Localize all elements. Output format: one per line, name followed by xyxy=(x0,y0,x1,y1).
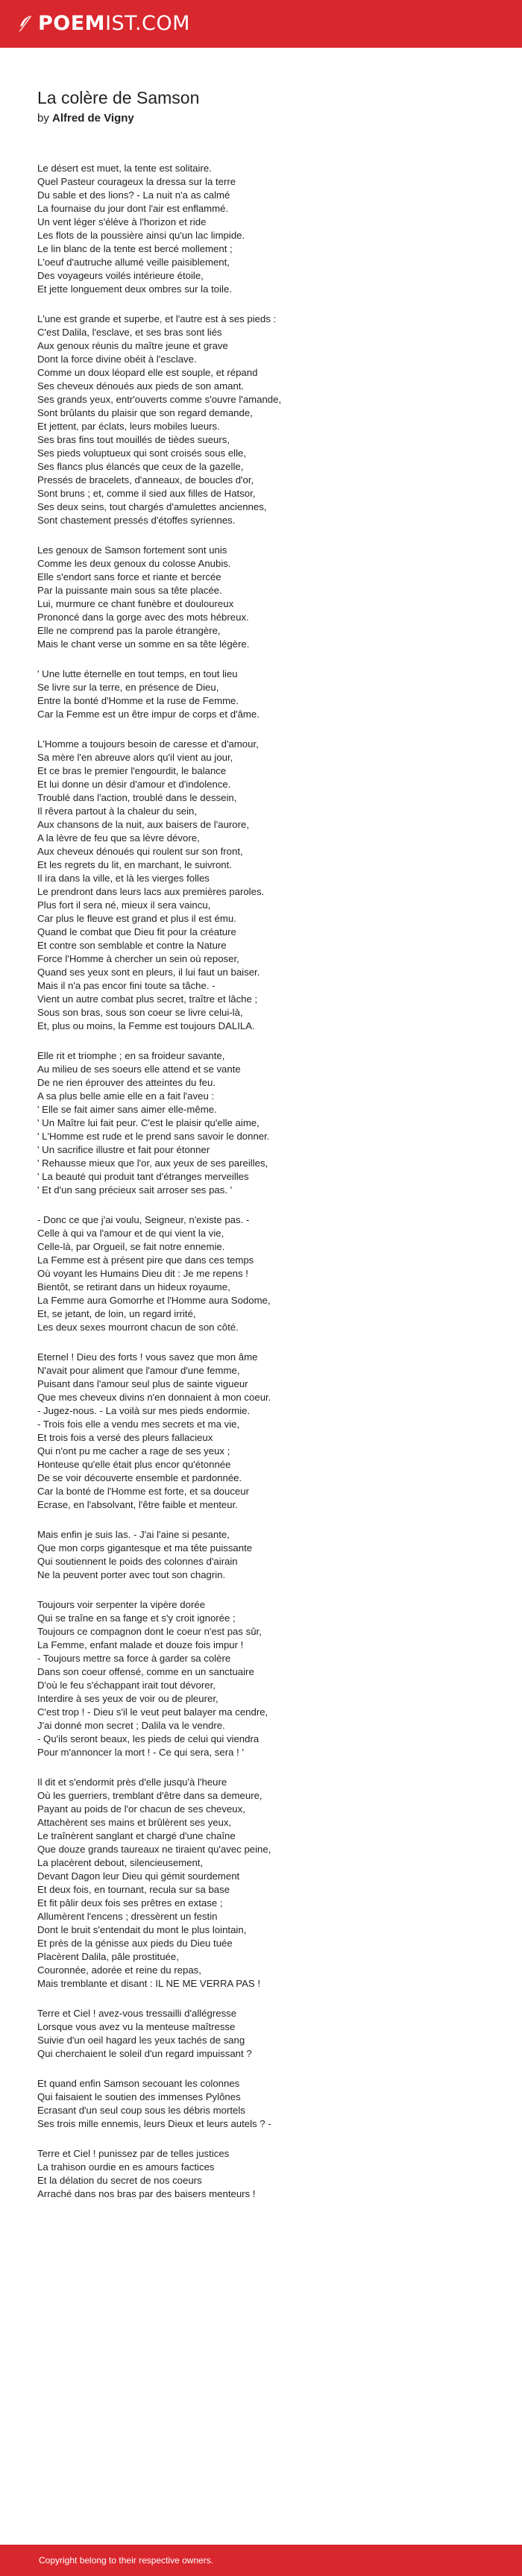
poem-line: Comme un doux léopard elle est souple, et répand xyxy=(37,367,258,378)
poem-line: Et, se jetant, de loin, un regard irrité, xyxy=(37,1308,196,1319)
poem-line: ' Rehausse mieux que l'or, aux yeux de ses pareilles, xyxy=(37,1157,268,1169)
poem-line: Qui se traîne en sa fange et s'y croit ignorée ; xyxy=(37,1612,236,1624)
by-label: by xyxy=(37,112,49,125)
poem-line: Plus fort il sera né, mieux il sera vaincu, xyxy=(37,899,211,911)
poem-line: Ecrasant d'un seul coup sous les débris mortels xyxy=(37,2105,245,2116)
poem-line: Du sable et des lions? - La nuit n'a as calmé xyxy=(37,189,230,201)
poem-line: A la lèvre de feu que sa lèvre dévore, xyxy=(37,832,200,844)
poem-line: C'est trop ! - Dieu s'il le veut peut balayer ma cendre, xyxy=(37,1706,268,1718)
poem-line: La trahison ourdie en es amours factices xyxy=(37,2161,215,2173)
poem-line: De ne rien éprouver des atteintes du feu. xyxy=(37,1077,216,1088)
poem-line: Elle s'endort sans force et riante et bercée xyxy=(37,571,221,582)
poem-line: Ses deux seins, tout chargés d'amulettes anciennes, xyxy=(37,501,267,512)
poem-line: Devant Dagon leur Dieu qui gémit sourdement xyxy=(37,1870,240,1882)
poem-line: Un vent léger s'élève à l'horizon et ride xyxy=(37,216,207,227)
poem-line: Que douze grands taureaux ne tiraient qu'avec peine, xyxy=(37,1844,271,1855)
poem-line: Aux genoux réunis du maître jeune et grave xyxy=(37,340,228,351)
poem-line: Puisant dans l'amour seul plus de sainte vigueur xyxy=(37,1378,248,1389)
poem-line: ' La beauté qui produit tant d'étranges merveilles xyxy=(37,1171,249,1182)
poem-title: La colère de Samson xyxy=(37,88,200,107)
copyright-notice: Copyright belong to their respective owners. xyxy=(39,2555,214,2566)
stanza xyxy=(37,1528,492,1582)
poem-line: Où les guerriers, tremblant d'être dans sa demeure, xyxy=(37,1790,262,1801)
poem-line: ' Un Maître lui fait peur. C'est le plaisir qu'elle aime, xyxy=(37,1117,260,1128)
poem-line: Entre la bonté d'Homme et la ruse de Femme. xyxy=(37,695,239,706)
poem-line: Elle ne comprend pas la parole étrangère, xyxy=(37,625,221,636)
poem-line: Dont le bruit s'entendait du mont le plus lointain, xyxy=(37,1924,247,1935)
poem-line: Il dit et s'endormit près d'elle jusqu'à l'heure xyxy=(37,1777,227,1788)
poem-line: Aux chansons de la nuit, aux baisers de l'aurore, xyxy=(37,819,250,830)
poem-line: Et deux fois, en tournant, recula sur sa base xyxy=(37,1884,230,1895)
poem-line: Aux cheveux dénoués qui roulent sur son front, xyxy=(37,846,243,857)
poem-line: L'une est grande et superbe, et l'autre est à ses pieds : xyxy=(37,313,277,324)
poem-line: Pressés de bracelets, d'anneaux, de boucles d'or, xyxy=(37,474,254,486)
poem-line: Et les regrets du lit, en marchant, le suivront. xyxy=(37,859,232,870)
poem-line: Et lui donne un désir d'amour et d'indolence. xyxy=(37,779,231,790)
poem-line: Ses grands yeux, entr'ouverts comme s'ouvre l'amande, xyxy=(37,394,282,405)
stanza xyxy=(37,162,492,296)
poem-line: Allumèrent l'encens ; dressèrent un festin xyxy=(37,1911,218,1922)
logo-text-light: IST.COM xyxy=(105,12,190,35)
poem-line: - Trois fois elle a vendu mes secrets et ma vie, xyxy=(37,1419,240,1430)
poem-line: La fournaise du jour dont l'air est enflammé. xyxy=(37,203,229,214)
footer xyxy=(0,2545,522,2576)
poem-line: Dans son coeur offensé, comme en un sanctuaire xyxy=(37,1666,254,1677)
poem-line: Placèrent Dalila, pâle prostituée, xyxy=(37,1951,179,1962)
poem-line: Lui, murmure ce chant funèbre et douloureux xyxy=(37,598,234,609)
poem-line: Mais enfin je suis las. - J'ai l'aine si pesante, xyxy=(37,1529,230,1540)
poem-line: Couronnée, adorée et reine du repas, xyxy=(37,1964,201,1976)
poem-line: Quel Pasteur courageux la dressa sur la terre xyxy=(37,176,236,187)
poem-line: Et jettent, par éclats, leurs mobiles lueurs. xyxy=(37,421,220,432)
poem-line: - Qu'ils seront beaux, les pieds de celui qui viendra xyxy=(37,1733,260,1744)
poem-line: Qui n'ont pu me cacher a rage de ses yeux ; xyxy=(37,1445,230,1457)
stanza xyxy=(37,738,492,1033)
poem-line: Qui faisaient le soutien des immenses Pylônes xyxy=(37,2091,241,2102)
poem-line: Quand ses yeux sont en pleurs, il lui faut un baiser. xyxy=(37,967,260,978)
poem-line: Au milieu de ses soeurs elle attend et se vante xyxy=(37,1064,241,1075)
poem-line: Vient un autre combat plus secret, traître et lâche ; xyxy=(37,993,258,1005)
poem-line: Ecrase, en l'absolvant, l'être faible et menteur. xyxy=(37,1499,238,1510)
poem-line: ' Un sacrifice illustre et fait pour étonner xyxy=(37,1144,210,1155)
site-logo[interactable] xyxy=(16,12,190,36)
poem-line: Ses pieds voluptueux qui sont croisés sous elle, xyxy=(37,447,247,459)
poem-line: Lorsque vous avez vu la menteuse maîtresse xyxy=(37,2021,236,2032)
poem-line: Car la bonté de l'Homme est forte, et sa douceur xyxy=(37,1486,249,1497)
stanza xyxy=(37,667,492,721)
poem-line: Qui soutiennent le poids des colonnes d'airain xyxy=(37,1556,238,1567)
poem-line: Quand le combat que Dieu fit pour la créature xyxy=(37,926,236,937)
poem-line: Ses flancs plus élancés que ceux de la gazelle, xyxy=(37,461,244,472)
poem-line: Toujours ce compagnon dont le coeur n'est pas sûr, xyxy=(37,1626,262,1637)
poem-line: Le prendront dans leurs lacs aux premières paroles. xyxy=(37,886,265,897)
poem-line: Bientôt, se retirant dans un hideux royaume, xyxy=(37,1281,230,1292)
poem-line: N'avait pour aliment que l'amour d'une femme, xyxy=(37,1365,240,1376)
poem-line: Et trois fois a versé des pleurs fallacieux xyxy=(37,1432,213,1443)
poem-line: Mais il n'a pas encor fini toute sa tâche. - xyxy=(37,980,216,991)
poem-line: Et quand enfin Samson secouant les colonnes xyxy=(37,2078,240,2089)
poem-line: Celle à qui va l'amour et de qui vient la vie, xyxy=(37,1228,224,1239)
poem-line: D'où le feu s'échappant irait tout dévorer, xyxy=(37,1680,216,1691)
poem-line: - Jugez-nous. - La voilà sur mes pieds endormie. xyxy=(37,1405,251,1416)
poem-body xyxy=(37,162,492,2217)
poem-line: ' Et d'un sang précieux sait arroser ses pas. ' xyxy=(37,1184,233,1196)
poem-line: C'est Dalila, l'esclave, et ses bras sont liés xyxy=(37,327,222,338)
poem-line: Que mon corps gigantesque et ma tête puissante xyxy=(37,1542,253,1554)
poem-line: Car la Femme est un être impur de corps et d'âme. xyxy=(37,709,260,720)
stanza xyxy=(37,1213,492,1334)
poem-line: Les genoux de Samson fortement sont unis xyxy=(37,544,227,556)
poem-line: La placèrent debout, silencieusement, xyxy=(37,1857,204,1868)
poem-line: ' Une lutte éternelle en tout temps, en tout lieu xyxy=(37,668,238,679)
stanza xyxy=(37,1049,492,1197)
poem-line: De se voir découverte ensemble et pardonnée. xyxy=(37,1472,242,1483)
poem-line: Celle-là, par Orgueil, se fait notre ennemie. xyxy=(37,1241,225,1252)
stanza xyxy=(37,1776,492,1991)
poem-line: Eternel ! Dieu des forts ! vous savez que mon âme xyxy=(37,1351,258,1363)
poem-line: Honteuse qu'elle était plus encor qu'étonnée xyxy=(37,1459,231,1470)
byline xyxy=(37,111,485,126)
stanza xyxy=(37,312,492,527)
poem-line: Ses bras fins tout mouillés de tièdes sueurs, xyxy=(37,434,230,445)
poem-line: Terre et Ciel ! punissez par de telles justices xyxy=(37,2148,230,2159)
poem-line: Terre et Ciel ! avez-vous tressailli d'allégresse xyxy=(37,2008,237,2019)
poem-line: - Donc ce que j'ai voulu, Seigneur, n'existe pas. - xyxy=(37,1214,250,1225)
poem-line: ' Elle se fait aimer sans aimer elle-même. xyxy=(37,1104,217,1115)
poem-line: Et, plus ou moins, la Femme est toujours DALILA. xyxy=(37,1020,255,1031)
quill-icon xyxy=(16,14,33,34)
poem-line: La Femme, enfant malade et douze fois impur ! xyxy=(37,1639,244,1650)
poem-line: Et la délation du secret de nos coeurs xyxy=(37,2175,202,2186)
poem-line: Il rêvera partout à la chaleur du sein, xyxy=(37,805,198,817)
poem-line: Se livre sur la terre, en présence de Dieu, xyxy=(37,682,219,693)
poem-line: L'Homme a toujours besoin de caresse et d'amour, xyxy=(37,738,259,750)
poem-line: Ses trois mille ennemis, leurs Dieux et leurs autels ? - xyxy=(37,2118,271,2129)
poem-line: Elle rit et triomphe ; en sa froideur savante, xyxy=(37,1050,225,1061)
poem-heading xyxy=(37,87,485,126)
poem-line: Et contre son semblable et contre la Nature xyxy=(37,940,227,951)
poem-line: - Toujours mettre sa force à garder sa colère xyxy=(37,1653,231,1664)
stanza xyxy=(37,2147,492,2201)
poem-line: Que mes cheveux divins n'en donnaient à mon coeur. xyxy=(37,1392,271,1403)
poem-line: Sont brûlants du plaisir que son regard demande, xyxy=(37,407,253,418)
poem-line: Toujours voir serpenter la vipère dorée xyxy=(37,1599,206,1610)
poem-line: A sa plus belle amie elle en a fait l'aveu : xyxy=(37,1090,215,1102)
poem-line: Pour m'annoncer la mort ! - Ce qui sera, sera ! ' xyxy=(37,1747,244,1758)
poem-line: Force l'Homme à chercher un sein où reposer, xyxy=(37,953,239,964)
poem-line: Dont la force divine obéit à l'esclave. xyxy=(37,354,197,365)
poem-line: Sont chastement pressés d'étoffes syriennes. xyxy=(37,515,236,526)
stanza xyxy=(37,544,492,651)
top-bar xyxy=(0,0,522,48)
poem-line: Où voyant les Humains Dieu dit : Je me repens ! xyxy=(37,1268,248,1279)
poem-line: Les deux sexes mourront chacun de son côté. xyxy=(37,1322,239,1333)
poem-line: Le lin blanc de la tente est bercé mollement ; xyxy=(37,243,233,254)
poem-line: Car plus le fleuve est grand et plus il est ému. xyxy=(37,913,236,924)
poem-line: Par la puissante main sous sa tête placée. xyxy=(37,585,222,596)
poem-line: Et près de la génisse aux pieds du Dieu tuée xyxy=(37,1938,233,1949)
stanza xyxy=(37,1351,492,1512)
poem-line: Et ce bras le premier l'engourdit, le balance xyxy=(37,765,227,776)
poem-line: La Femme est à présent pire que dans ces temps xyxy=(37,1254,254,1266)
poem-line: Et fit pâlir deux fois ses prêtres en extase ; xyxy=(37,1897,223,1909)
poem-line: Ne la peuvent porter avec tout son chagrin. xyxy=(37,1569,226,1580)
poem-line: Prononcé dans la gorge avec des mots hébreux. xyxy=(37,612,249,623)
poem-line: Le désert est muet, la tente est solitaire. xyxy=(37,163,212,174)
poem-line: Ses cheveux dénoués aux pieds de son amant. xyxy=(37,380,245,392)
poem-line: Interdire à ses yeux de voir ou de pleurer, xyxy=(37,1693,218,1704)
poem-line: J'ai donné mon secret ; Dalila va le vendre. xyxy=(37,1720,225,1731)
poem-line: L'oeuf d'autruche allumé veille paisiblement, xyxy=(37,257,230,268)
poem-line: Payant au poids de l'or chacun de ses cheveux, xyxy=(37,1803,245,1815)
poem-line: Il ira dans la ville, et là les vierges folles xyxy=(37,873,210,884)
poem-line: Attachèrent ses mains et brûlèrent ses yeux, xyxy=(37,1817,232,1828)
poem-line: Qui cherchaient le soleil d'un regard impuissant ? xyxy=(37,2048,252,2059)
poem-line: Mais le chant verse un somme en sa tête légère. xyxy=(37,638,250,650)
poem-line: Arraché dans nos bras par des baisers menteurs ! xyxy=(37,2188,256,2199)
poem-line: Les flots de la poussière ainsi qu'un lac limpide. xyxy=(37,230,245,241)
poem-line: Troublé dans l'action, troublé dans le dessein, xyxy=(37,792,237,803)
poem-line: Le traînèrent sanglant et chargé d'une chaîne xyxy=(37,1830,236,1841)
stanza xyxy=(37,2007,492,2061)
poem-line: Mais tremblante et disant : IL NE ME VERRA PAS ! xyxy=(37,1978,261,1989)
poem-line: Sa mère l'en abreuve alors qu'il vient au jour, xyxy=(37,752,233,763)
poem-line: La Femme aura Gomorrhe et l'Homme aura Sodome, xyxy=(37,1295,271,1306)
poem-line: Comme les deux genoux du colosse Anubis. xyxy=(37,558,231,569)
poem-line: Sont bruns ; et, comme il sied aux filles de Hatsor, xyxy=(37,488,256,499)
logo-text-bold: POEM xyxy=(38,12,106,35)
author-name[interactable]: Alfred de Vigny xyxy=(52,112,134,125)
poem-line: Sous son bras, sous son coeur se livre celui-là, xyxy=(37,1007,243,1018)
stanza xyxy=(37,1598,492,1759)
poem-line: Suivie d'un oeil hagard les yeux tachés de sang xyxy=(37,2035,245,2046)
stanza xyxy=(37,2077,492,2131)
poem-line: Des voyageurs voilés intérieure étoile, xyxy=(37,270,204,281)
poem-line: ' L'Homme est rude et le prend sans savoir le donner. xyxy=(37,1131,270,1142)
poem-line: Et jette longuement deux ombres sur la toile. xyxy=(37,283,232,295)
